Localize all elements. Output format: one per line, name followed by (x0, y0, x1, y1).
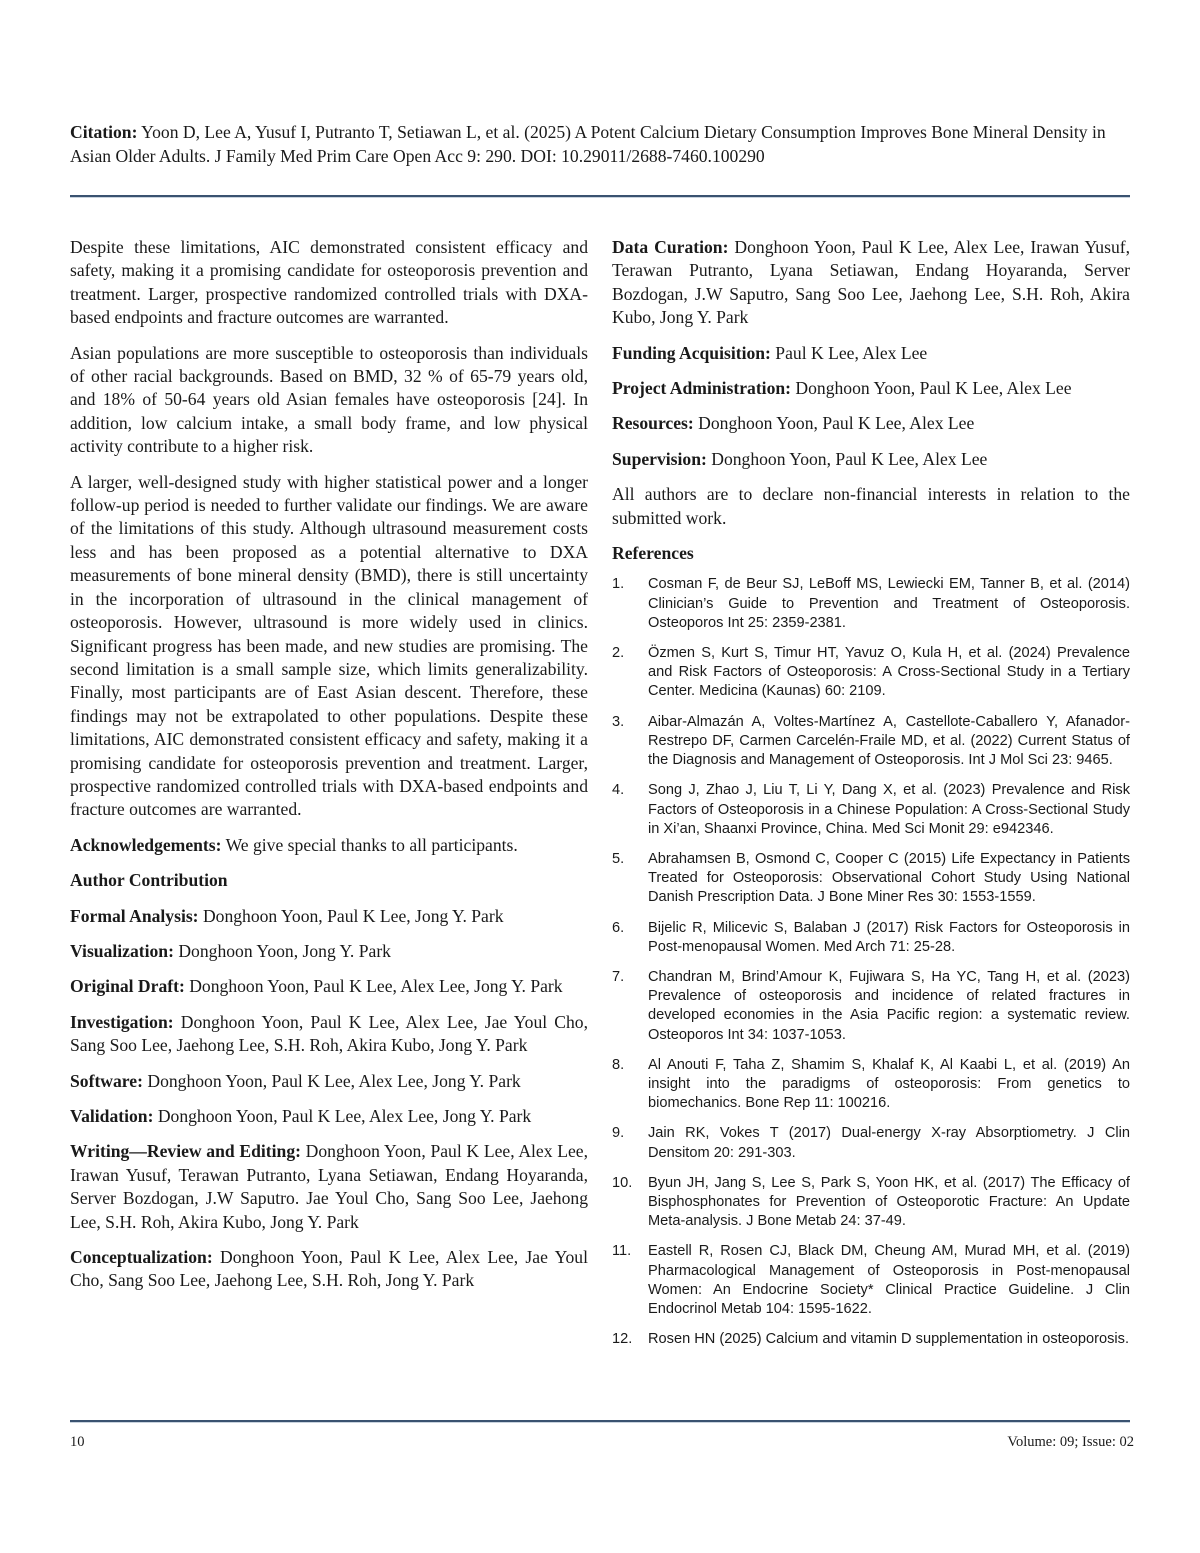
contribution (70, 1140, 588, 1234)
citation-label: Citation: (70, 122, 138, 142)
contribution (612, 342, 1130, 365)
contribution-label: Formal Analysis: (70, 905, 199, 926)
reference-number: 6. (612, 919, 625, 936)
paragraph: Asian populations are more susceptible to osteoporosis than individuals of other racial backgrounds. Based on BMD, 32 % of 65-79 years old, and 18% of 50-64 years old Asian females have osteoporosis [24]. In addition, low calcium intake, a small body frame, and low physical activity contribute to a higher risk. (70, 342, 588, 457)
contribution (70, 940, 588, 963)
contribution-text: Donghoon Yoon, Paul K Lee, Alex Lee (791, 378, 1072, 399)
contribution-label: Supervision: (612, 448, 707, 469)
reference-number: 9. (612, 1125, 625, 1142)
paragraph: A larger, well-designed study with higher statistical power and a longer follow-up period is needed to further validate our findings. We are aware of the limitations of this study. Although ultrasound measurement costs less and has been proposed as a potential alternative to DXA measurements of bone mineral density (BMD), there is still uncertainty in the incorporation of ultrasound in the clinical management of osteoporosis. However, ultrasound is more widely used in clinics. Significant progress has been made, and new studies are promising. The second limitation is a small sample size, which limits generalizability. Finally, most participants are of East Asian descent. Therefore, these findings may not be extrapolated to other populations. Despite these limitations, AIC demonstrated consistent efficacy and safety, making it a promising candidate for osteoporosis prevention and treatment. Larger, prospective randomized controlled trials with DXA-based endpoints and fracture outcomes are warranted. (70, 471, 588, 820)
reference-item (612, 968, 1130, 1045)
reference-text: Abrahamsen B, Osmond C, Cooper C (2015) Life Expectancy in Patients Treated for Osteoporosis: Observational Cohort Study Using National Danish Prescription Data. J Bone Miner Res 30: 1553-1559. (648, 850, 1130, 906)
citation-text: Yoon D, Lee A, Yusuf I, Putranto T, Setiawan L, et al. (2025) A Potent Calcium Dietary Consumption Improves Bone Mineral Density in Asian Older Adults. J Family Med Prim Care Open Acc 9: 290. DOI: 10.29011/2688-7460.100290 (70, 122, 1106, 166)
contribution (70, 1011, 588, 1058)
header-divider (70, 195, 1130, 198)
reference-text: Aibar-Almazán A, Voltes-Martínez A, Castellote-Caballero Y, Afanador-Restrepo DF, Carmen Carcelén-Fraile MD, et al. (2022) Current Status of the Diagnosis and Management of Osteoporosis. Int J Mol Sci 23: 9465. (648, 713, 1130, 769)
reference-item (612, 1174, 1130, 1232)
reference-item (612, 850, 1130, 908)
contribution-label: Software: (70, 1070, 143, 1091)
right-column (612, 236, 1130, 1360)
contribution-label: Original Draft: (70, 976, 185, 997)
paragraph: Despite these limitations, AIC demonstrated consistent efficacy and safety, making it a promising candidate for osteoporosis prevention and treatment. Larger, prospective randomized controlled trials with DXA-based endpoints and fracture outcomes are warranted. (70, 237, 588, 328)
acknowledgements-text: We give special thanks to all participants. (221, 834, 518, 855)
reference-text: Chandran M, Brind’Amour K, Fujiwara S, Ha YC, Tang H, et al. (2023) Prevalence of osteoporosis and incidence of related fractures in developed economies in the Asia Pacific region: a systematic review. Osteoporos Int 34: 1037-1053. (648, 968, 1130, 1043)
reference-text: Song J, Zhao J, Liu T, Li Y, Dang X, et al. (2023) Prevalence and Risk Factors of Osteoporosis in a Chinese Population: A Cross-Sectional Study in Xi’an, Shaanxi Province, China. Med Sci Monit 29: e942346. (648, 782, 1130, 837)
contribution-text: Donghoon Yoon, Paul K Lee, Alex Lee, Jae Youl Cho, Sang Soo Lee, Jaehong Lee, S.H. Roh, Jong Y. Park (70, 1247, 588, 1291)
reference-text: Özmen S, Kurt S, Timur HT, Yavuz O, Kula H, et al. (2024) Prevalence and Risk Factors of Osteoporosis: A Cross-Sectional Study in a Tertiary Center. Medicina (Kaunas) 60: 2109. (648, 645, 1130, 700)
contribution-label: Investigation: (70, 1011, 174, 1032)
reference-text: Jain RK, Vokes T (2017) Dual-energy X-ray Absorptiometry. J Clin Densitom 20: 291-303. (648, 1125, 1130, 1161)
reference-item (612, 575, 1130, 633)
contribution-label: Resources: (612, 413, 694, 434)
reference-text: Cosman F, de Beur SJ, LeBoff MS, Lewiecki EM, Tanner B, et al. (2014) Clinician’s Guide to Prevention and Treatment of Osteoporosis. Osteoporos Int 25: 2359-2381. (648, 576, 1130, 631)
reference-number: 11. (612, 1243, 632, 1260)
reference-number: 5. (612, 850, 625, 867)
volume-issue: Volume: 09; Issue: 02 (1007, 1434, 1134, 1450)
contribution-label: Project Administration: (612, 378, 792, 399)
contribution (612, 448, 1130, 471)
contribution (70, 905, 588, 928)
contribution (70, 1105, 588, 1128)
contribution-label: Data Curation: (612, 237, 729, 257)
contribution-text: Donghoon Yoon, Jong Y. Park (173, 940, 391, 961)
footer-divider (70, 1420, 1130, 1423)
citation (70, 120, 1132, 168)
contribution-text: Donghoon Yoon, Paul K Lee, Jong Y. Park (198, 905, 504, 926)
reference-text: Byun JH, Jang S, Lee S, Park S, Yoon HK, et al. (2017) The Efficacy of Bisphosphonates for Prevention of Osteoporotic Fracture: An Update Meta-analysis. J Bone Metab 24: 37-49. (648, 1174, 1130, 1230)
reference-item (612, 1124, 1130, 1162)
reference-number: 1. (612, 576, 625, 593)
acknowledgements-label: Acknowledgements: (70, 834, 222, 855)
contribution-label: Writing—Review and Editing: (70, 1141, 301, 1162)
author-contribution-heading: Author Contribution (70, 870, 228, 891)
contribution-text: Donghoon Yoon, Paul K Lee, Alex Lee (706, 448, 988, 469)
contribution-label: Conceptualization: (70, 1247, 213, 1268)
page-number: 10 (70, 1434, 85, 1450)
reference-number: 10. (612, 1174, 633, 1191)
contribution-label: Funding Acquisition: (612, 342, 771, 363)
contribution-text: Donghoon Yoon, Paul K Lee, Alex Lee, Irawan Yusuf, Terawan Putranto, Lyana Setiawan, Endang Hoyaranda, Server Bozdogan, J.W Saputro, Sang Soo Lee, Jaehong Lee, S.H. Roh, Akira Kubo, Jong Y. Park (612, 237, 1131, 328)
contribution-text: Donghoon Yoon, Paul K Lee, Alex Lee, Irawan Yusuf, Terawan Putranto, Lyana Setiawan, Endang Hoyaranda, Server Bozdogan, J.W Saputro. Jae Youl Cho, Sang Soo Lee, Jaehong Lee, S.H. Roh, Akira Kubo, Jong Y. Park (70, 1141, 588, 1232)
reference-text: Al Anouti F, Taha Z, Shamim S, Khalaf K, Al Kaabi L, et al. (2019) An insight into the paradigms of osteoporosis: From genetics to biomechanics. Bone Rep 11: 100216. (648, 1056, 1130, 1112)
contribution-text: Donghoon Yoon, Paul K Lee, Alex Lee, Jong Y. Park (142, 1070, 521, 1091)
contribution-text: Donghoon Yoon, Paul K Lee, Alex Lee (693, 413, 975, 434)
contribution-label: Visualization: (70, 940, 174, 961)
reference-item (612, 644, 1130, 702)
reference-number: 4. (612, 782, 625, 799)
reference-item (612, 919, 1130, 957)
contribution (612, 377, 1130, 400)
contribution-text: Donghoon Yoon, Paul K Lee, Alex Lee, Jong Y. Park (153, 1106, 532, 1126)
contribution (70, 1070, 588, 1093)
contribution-label: Validation: (70, 1106, 154, 1126)
contribution (70, 975, 588, 998)
left-column (70, 236, 588, 1305)
contribution (612, 236, 1130, 330)
reference-number: 2. (612, 645, 625, 662)
reference-item (612, 1242, 1130, 1319)
reference-item (612, 1330, 1130, 1349)
references-list (612, 575, 1130, 1349)
contribution-text: Donghoon Yoon, Paul K Lee, Alex Lee, Jong Y. Park (184, 976, 563, 997)
reference-text: Eastell R, Rosen CJ, Black DM, Cheung AM, Murad MH, et al. (2019) Pharmacological Management of Osteoporosis in Post-menopausal Women: An Endocrine Society* Clinical Practice Guideline. J Clin Endocrinol Metab 104: 1595-1622. (648, 1243, 1130, 1317)
contribution (612, 412, 1130, 435)
reference-item (612, 713, 1130, 771)
references-heading: References (612, 543, 694, 564)
reference-item (612, 781, 1130, 839)
contribution-text: Donghoon Yoon, Paul K Lee, Alex Lee, Jae Youl Cho, Sang Soo Lee, Jaehong Lee, S.H. Roh, Akira Kubo, Jong Y. Park (70, 1011, 588, 1056)
contribution-text: Paul K Lee, Alex Lee (770, 342, 928, 363)
reference-text: Rosen HN (2025) Calcium and vitamin D supplementation in osteoporosis. (648, 1331, 1130, 1348)
contribution (70, 1246, 588, 1293)
reference-item (612, 1056, 1130, 1114)
reference-number: 3. (612, 713, 625, 730)
declaration: All authors are to declare non-financial interests in relation to the submitted work. (612, 484, 1130, 528)
reference-number: 7. (612, 968, 625, 985)
reference-text: Bijelic R, Milicevic S, Balaban J (2017) Risk Factors for Osteoporosis in Post-menopausal Women. Med Arch 71: 25-28. (648, 919, 1130, 955)
reference-number: 8. (612, 1056, 625, 1073)
reference-number: 12. (612, 1331, 633, 1348)
acknowledgements (70, 834, 588, 857)
